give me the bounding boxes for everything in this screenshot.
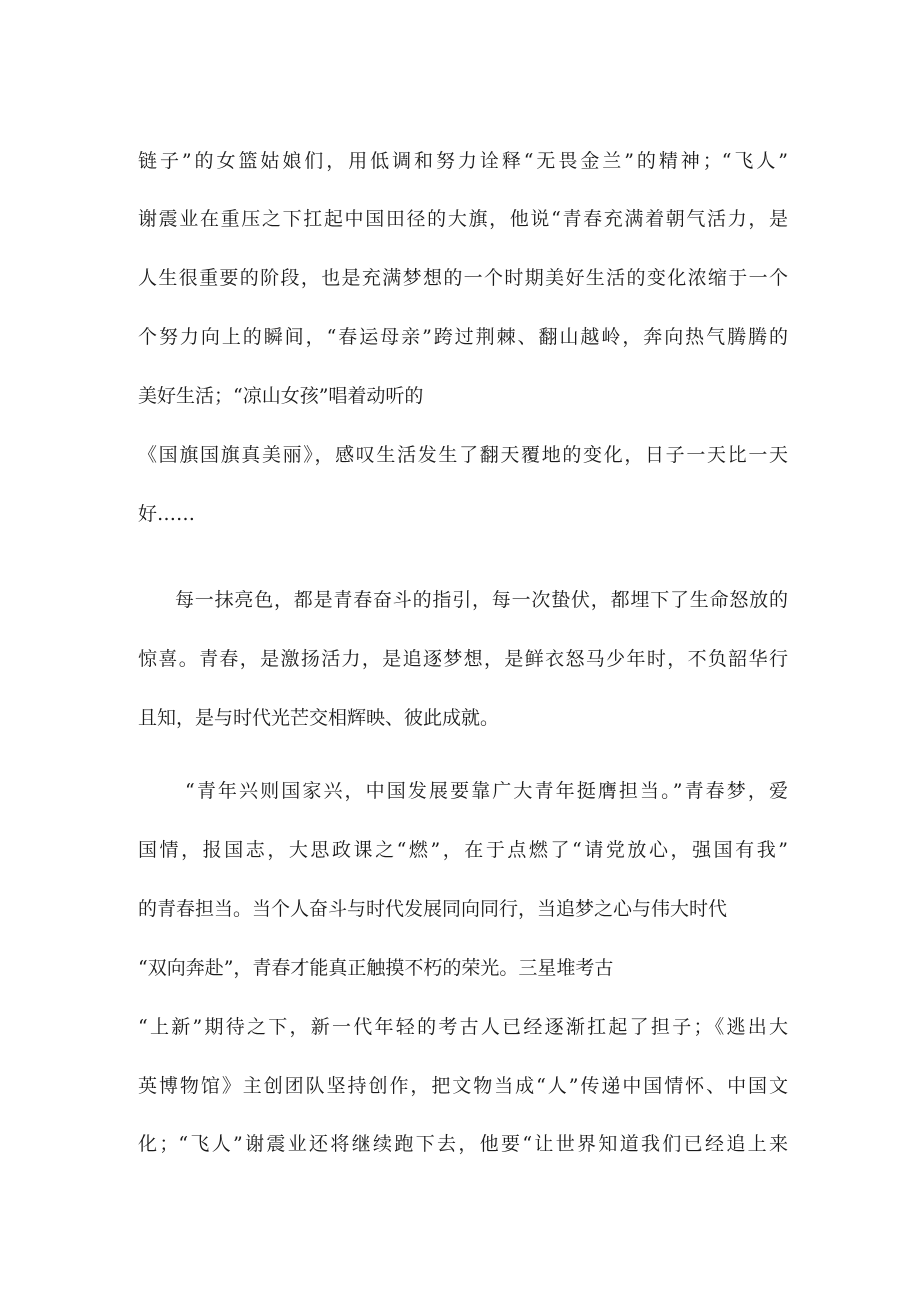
text-line: 的青春担当。当个人奋斗与时代发展同向同行，当追梦之心与伟大时代: [138, 898, 728, 920]
text-line: 《国旗国旗真美丽》，感叹生活发生了翻天覆地的变化，日子一天比一天: [138, 444, 788, 466]
text-line: 谢震业在重压之下扛起中国田径的大旗，他说“青春充满着朝气活力，是: [138, 208, 788, 230]
text-line: 好……: [138, 503, 196, 525]
text-line: “上新”期待之下，新一代年轻的考古人已经逐渐扛起了担子；《逃出大: [138, 1016, 788, 1038]
text-line: 每一抹亮色，都是青春奋斗的指引，每一次蛰伏，都埋下了生命怒放的: [175, 589, 788, 611]
text-line: 链子”的女篮姑娘们，用低调和努力诠释“无畏金兰”的精神；“飞人”: [138, 150, 788, 172]
text-line: 且知，是与时代光芒交相辉映、彼此成就。: [138, 707, 500, 729]
text-line: “青年兴则国家兴，中国发展要靠广大青年挺膺担当。”青春梦，爱: [185, 780, 788, 802]
text-line: “双向奔赴”，青春才能真正触摸不朽的荣光。三星堆考古: [138, 957, 614, 979]
text-line: 个努力向上的瞬间，“春运母亲”跨过荆棘、翻山越岭，奔向热气腾腾的: [138, 326, 788, 348]
text-line: 人生很重要的阶段，也是充满梦想的一个时期美好生活的变化浓缩于一个: [138, 267, 788, 289]
text-line: 国情，报国志，大思政课之“燃”，在于点燃了“请党放心，强国有我”: [138, 839, 788, 861]
text-line: 惊喜。青春，是激扬活力，是追逐梦想，是鲜衣怒马少年时，不负韶华行: [138, 648, 788, 670]
text-line: 英博物馆》主创团队坚持创作，把文物当成“人”传递中国情怀、中国文: [138, 1075, 788, 1097]
text-line: 化；“飞人”谢震业还将继续跑下去，他要“让世界知道我们已经追上来: [138, 1133, 788, 1155]
text-line: 美好生活；“凉山女孩”唱着动听的: [138, 385, 424, 407]
